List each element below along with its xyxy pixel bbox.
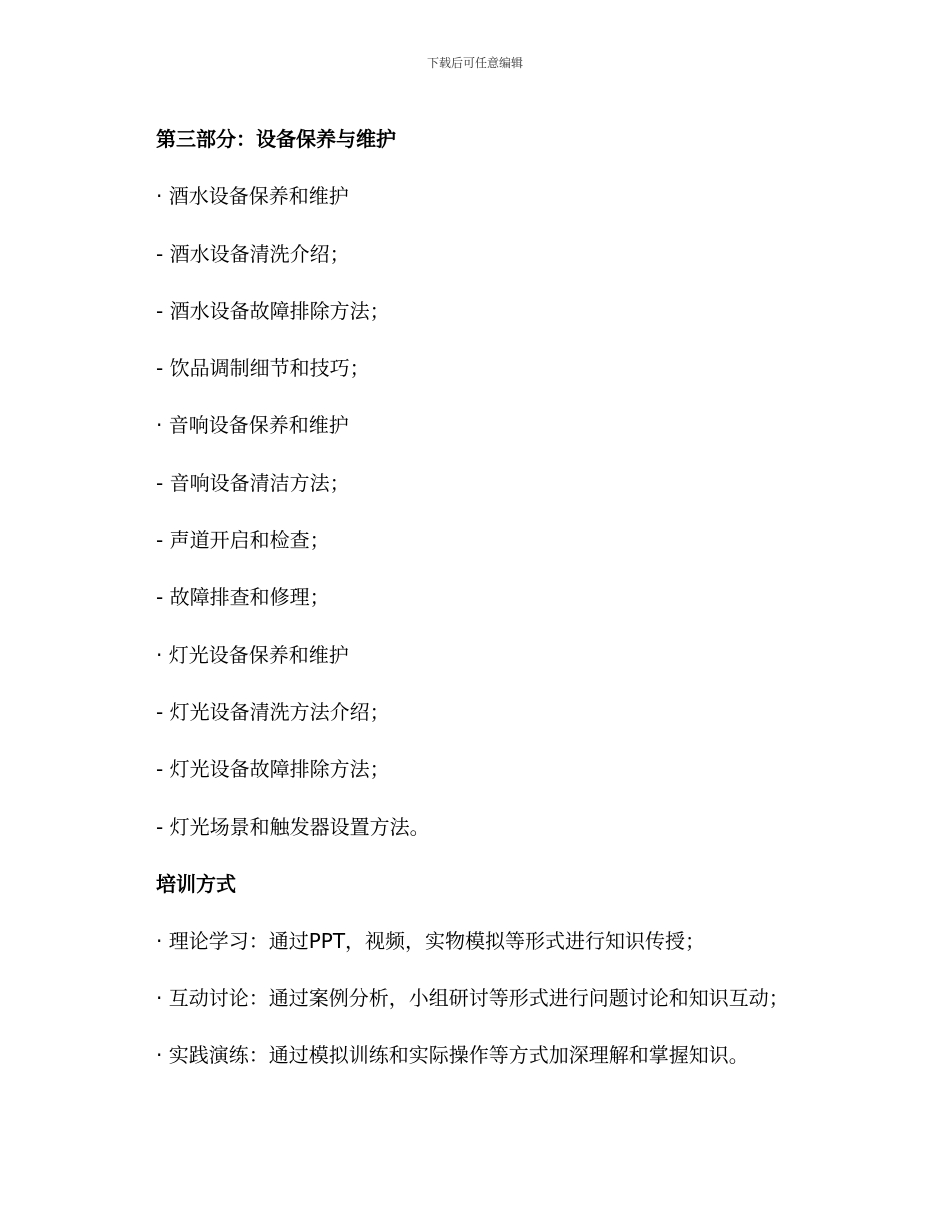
bullet-item: · 理论学习：通过PPT，视频，实物模拟等形式进行知识传授； xyxy=(156,929,706,954)
sub-item: - 饮品调制细节和技巧； xyxy=(156,356,370,381)
bullet-item: · 实践演练：通过模拟训练和实际操作等方式加深理解和掌握知识。 xyxy=(156,1043,749,1068)
section-heading: 培训方式 xyxy=(156,871,236,896)
document-body xyxy=(113,111,813,1085)
bullet-paragraph: · 互动讨论：通过案例分析，小组研讨等形式进行问题讨论和知识互动； xyxy=(156,986,789,1011)
sub-item: - 音响设备清洁方法； xyxy=(156,470,350,495)
sub-item: - 灯光设备清洗方法介绍； xyxy=(156,699,390,724)
sub-item: - 酒水设备故障排除方法； xyxy=(156,298,390,323)
bullet-item: · 音响设备保养和维护 xyxy=(156,413,349,438)
page-header: 下载后可任意编辑 xyxy=(426,56,523,70)
sub-item: - 灯光场景和触发器设置方法。 xyxy=(156,814,430,839)
section-heading: 第三部分：设备保养与维护 xyxy=(156,127,396,151)
bullet-item: · 灯光设备保养和维护 xyxy=(156,642,349,667)
sub-item: - 酒水设备清洗介绍； xyxy=(156,241,350,266)
sub-item: - 声道开启和检查； xyxy=(156,528,330,553)
sub-item: - 灯光设备故障排除方法； xyxy=(156,757,390,782)
bullet-item: · 酒水设备保养和维护 xyxy=(156,184,349,209)
sub-item: - 故障排查和修理； xyxy=(156,585,330,610)
